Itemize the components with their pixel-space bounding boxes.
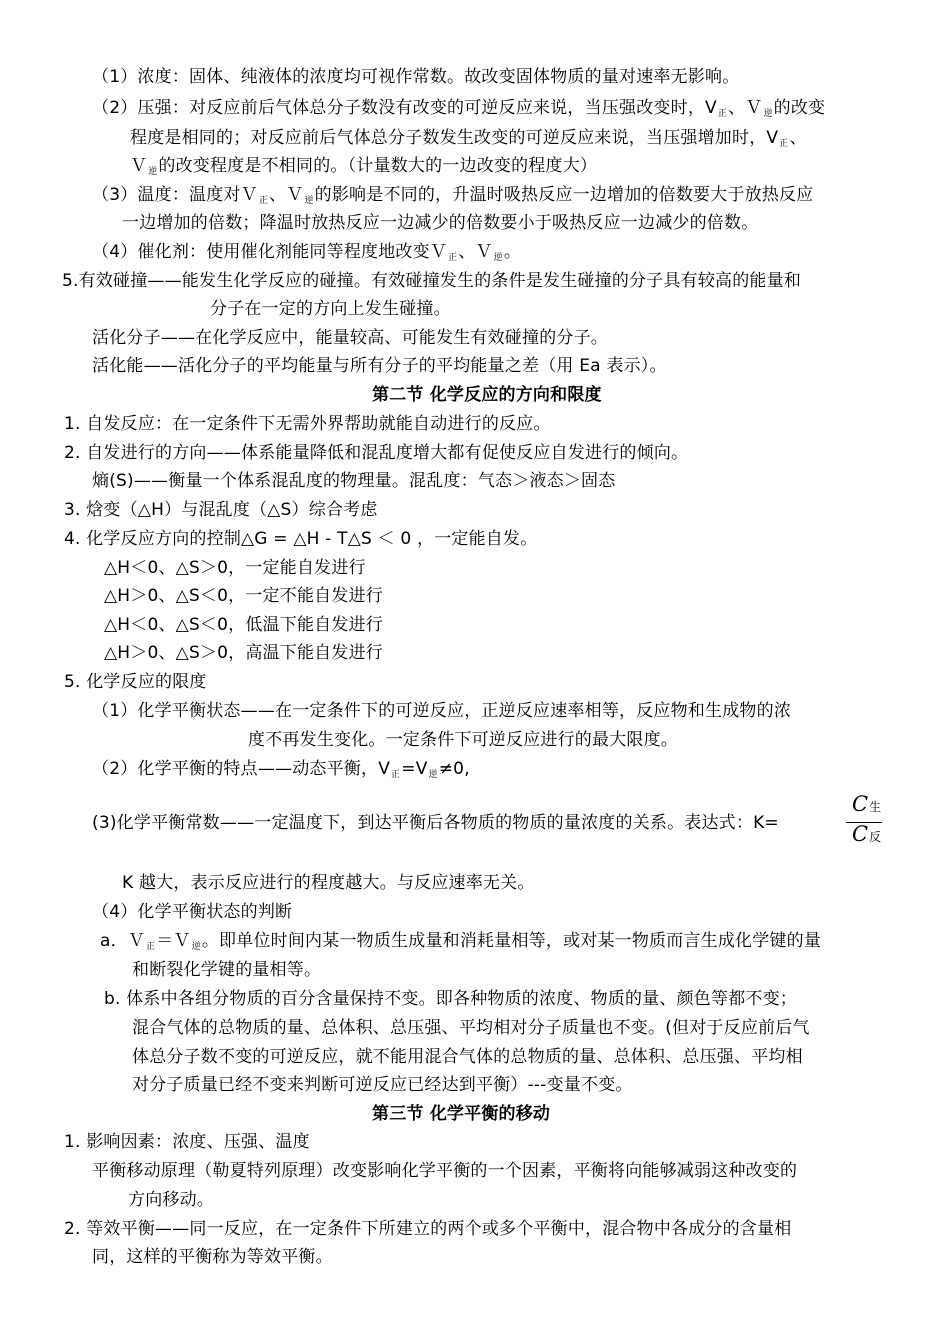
equilibrium-feature [92,758,470,783]
s2-entropy: 熵(S)——衡量一个体系混乱度的物理量。混乱度：气态＞液态＞固态 [92,471,616,491]
item-temperature-line1 [92,184,813,209]
subscript-ni: 逆 [428,770,438,780]
section-3-title: 第三节 化学平衡的移动 [372,1104,551,1124]
judgement-a-line1 [100,930,821,955]
text: 。即单位时间内某一物质生成量和消耗量相等，或对某一物质而言生成化学键的量 [201,931,822,951]
text: 的改变程度是不相同的。（计量数大的一边改变的程度大） [158,156,598,176]
text: （3）温度：温度对Ｖ [92,185,258,205]
item-catalyst [92,241,521,266]
text: 的改变 [773,98,826,118]
s3-item-1: 1. 影响因素：浓度、压强、温度 [64,1132,310,1152]
judgement-b-line4: 对分子质量已经不变来判断可逆反应已经达到平衡）---变量不变。 [132,1075,633,1095]
text: （2）化学平衡的特点——动态平衡，V [92,759,391,779]
text: （4）催化剂：使用催化剂能同等程度地改变Ｖ [92,242,448,262]
fraction-denominator [852,822,881,846]
s2-item-4: 4. 化学反应方向的控制△G = △H - T△S ＜ 0 ，一定能自发。 [64,529,538,549]
item-pressure-line3 [130,155,597,180]
text: （1）浓度：固体、纯液体的浓度均可视作常数。故改变固体物质的量对速率无影响。 [92,67,740,87]
text: C [852,792,869,816]
text: 的影响是不同的，升温时吸热反应一边增加的倍数要大于放热反应 [314,185,814,205]
judgement-b-line2: 混合气体的总物质的量、总体积、总压强、平均相对分子质量也不变。(但对于反应前后气 [132,1018,810,1038]
le-chatelier-line1: 平衡移动原理（勒夏特列原理）改变影响化学平衡的一个因素，平衡将向能够减弱这种改变的 [92,1161,798,1181]
s2-item-3: 3. 焓变（△H）与混乱度（△S）综合考虑 [64,500,378,520]
text: 、Ｖ [269,185,304,205]
text: 。 [503,242,522,262]
subscript-sheng: 生 [869,800,882,814]
subscript-ni: 逆 [148,167,158,177]
k-formula-fraction [846,792,896,852]
subscript-ni: 逆 [304,196,314,206]
judgement-b-line3: 体总分子数不变的可逆反应，就不能用混合气体的总物质的量、总体积、总压强、平均相 [132,1047,803,1067]
equilibrium-constant: (3)化学平衡常数——一定温度下，到达平衡后各物质的物质的量浓度的关系。表达式：K= [92,813,779,833]
equilibrium-state-line1: （1）化学平衡状态——在一定条件下的可逆反应，正逆反应速率相等，反应物和生成物的浓 [92,701,792,721]
text: 、Ｖ [728,98,763,118]
condition-2: △H＞0、△S＜0，一定不能自发进行 [104,586,383,606]
text: =V [401,759,428,779]
fraction-numerator [852,792,881,816]
text: C [852,822,869,846]
subscript-zheng: 正 [717,109,728,119]
s2-item-1: 1. 自发反应：在一定条件下无需外界帮助就能自动进行的反应。 [64,414,551,434]
item-temperature-line2 [122,212,758,234]
subscript-zheng: 正 [258,196,269,206]
subscript-fan: 反 [869,830,882,844]
equilibrium-judgement: （4）化学平衡状态的判断 [92,902,293,922]
condition-3: △H＜0、△S＜0，低温下能自发进行 [104,615,383,635]
s2-item-2: 2. 自发进行的方向——体系能量降低和混乱度增大都有促使反应自发进行的倾向。 [64,443,689,463]
activated-molecule: 活化分子——在化学反应中，能量较高、可能发生有效碰撞的分子。 [92,328,608,348]
text: a．Ｖ [100,931,146,951]
text: ≠0, [438,759,470,779]
subscript-zheng: 正 [448,253,458,263]
activation-energy: 活化能——活化分子的平均能量与所有分子的平均能量之差（用 Ea 表示）。 [92,356,667,376]
s2-item-5: 5. 化学反应的限度 [64,672,207,692]
item-pressure-line2 [130,127,807,152]
text: 程度是相同的；对反应前后气体总分子数发生改变的可逆反应来说，当压强增加时，V [130,128,779,148]
text: ＝Ｖ [156,931,191,951]
text: 、 [789,128,807,148]
le-chatelier-line2: 方向移动。 [128,1190,214,1210]
subscript-ni: 逆 [191,942,201,952]
equivalent-equilibrium: 同，这样的平衡称为等效平衡。 [92,1247,333,1267]
text: （2）压强：对反应前后气体总分子数没有改变的可逆反应来说，当压强改变时，V [92,98,717,118]
k-meaning: K 越大，表示反应进行的程度越大。与反应速率无关。 [122,873,535,893]
judgement-b-line1: b. 体系中各组分物质的百分含量保持不变。即各种物质的浓度、物质的量、颜色等都不变； [104,989,797,1009]
subscript-ni: 逆 [493,253,503,263]
judgement-a-line2: 和断裂化学键的量相等。 [132,960,322,980]
effective-collision-line2: 分子在一定的方向上发生碰撞。 [210,299,451,319]
equilibrium-state-line2: 度不再发生变化。一定条件下可逆反应进行的最大限度。 [248,730,678,750]
subscript-zheng: 正 [779,139,789,149]
text: 、Ｖ [458,242,493,262]
subscript-ni: 逆 [763,109,773,119]
item-pressure-line1 [92,97,825,122]
item-concentration [92,66,739,88]
subscript-zheng: 正 [391,770,401,780]
condition-4: △H＞0、△S＞0，高温下能自发进行 [104,643,383,663]
s3-item-2: 2. 等效平衡——同一反应，在一定条件下所建立的两个或多个平衡中，混合物中各成分的含量相 [64,1219,792,1239]
subscript-zheng: 正 [146,942,156,952]
condition-1: △H＜0、△S＞0，一定能自发进行 [104,558,366,578]
text: 一边增加的倍数；降温时放热反应一边减少的倍数要小于吸热反应一边减少的倍数。 [122,213,759,233]
section-2-title: 第二节 化学反应的方向和限度 [372,385,602,405]
text: Ｖ [130,156,148,176]
effective-collision-line1: 5.有效碰撞——能发生化学反应的碰撞。有效碰撞发生的条件是发生碰撞的分子具有较高的能量和 [62,271,802,291]
